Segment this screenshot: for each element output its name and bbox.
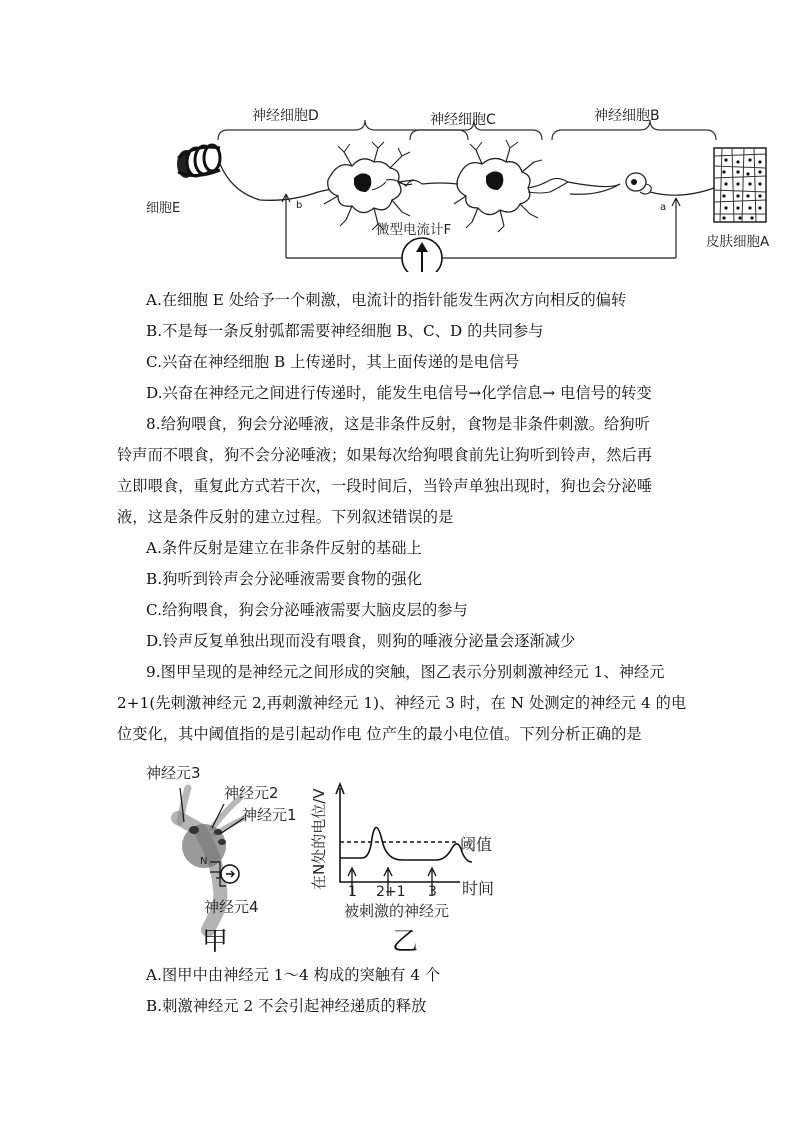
q9-stem-line: 2+1(先刺激神经元 2,再刺激神经元 1)、神经元 3 时，在 N 处测定的神经元 4 的电: [117, 694, 687, 712]
yi-xlabel: 时间: [462, 879, 495, 898]
q8-stem-line: 立即喂食，重复此方式若干次，一段时间后，当铃声单独出现时，狗也会分泌唾: [117, 477, 653, 495]
yi-tick: 2+1: [376, 884, 406, 900]
label-point-b: b: [296, 200, 303, 211]
sensory-axon: [650, 188, 714, 195]
cell-e-muscle: [177, 145, 220, 178]
label-neuron4: 神经元4: [204, 898, 259, 916]
synapse-figure: [140, 758, 520, 958]
label-neuron-b: 神经细胞B: [594, 108, 660, 124]
q7-option-a: A.在细胞 E 处给予一个刺激，电流计的指针能发生两次方向相反的偏转: [146, 291, 627, 309]
motor-axon: [220, 164, 344, 200]
q8-stem-line: 铃声而不喂食，狗不会分泌唾液；如果每次给狗喂食前先让狗听到铃声，然后再: [117, 446, 653, 464]
label-neuron2: 神经元2: [224, 784, 279, 802]
label-meter: 微型电流计F: [376, 222, 452, 238]
label-neuron3: 神经元3: [146, 764, 201, 782]
label-n: N: [200, 856, 208, 867]
label-point-a: a: [660, 202, 667, 213]
figure-jia: [146, 764, 297, 957]
q8-stem-line: 8.给狗喂食，狗会分泌唾液，这是非条件反射，食物是非条件刺激。给狗听: [146, 415, 650, 433]
label-neuron-d: 神经细胞D: [252, 108, 319, 124]
q8-stem-line: 液，这是条件反射的建立过程。下列叙述错误的是: [117, 508, 454, 526]
q9-option-a: A.图甲中由神经元 1～4 构成的突触有 4 个: [146, 966, 441, 984]
q8-option-c: C.给狗喂食，狗会分泌唾液需要大脑皮层的参与: [146, 601, 468, 619]
label-cell-e: 细胞E: [146, 201, 181, 216]
neuron-b-body: [626, 173, 651, 194]
q9-stem-line: 9.图甲呈现的是神经元之间形成的突触，图乙表示分别刺激神经元 1、神经元: [146, 663, 665, 681]
yi-axes: [340, 788, 460, 882]
yi-tick: 1: [348, 884, 357, 900]
caption-jia: 甲: [202, 927, 229, 957]
q9-stem-line: 位变化，其中阈值指的是引起动作电 位产生的最小电位值。下列分析正确的是: [117, 725, 642, 743]
yi-threshold-label: 阈值: [460, 835, 493, 854]
galvanometer-f: [402, 238, 442, 272]
yi-stim-label: 被刺激的神经元: [344, 902, 450, 920]
q7-option-c: C.兴奋在神经细胞 B 上传递时，其上面传递的是电信号: [146, 353, 520, 371]
q7-option-b: B.不是每一条反射弧都需要神经细胞 B、C、D 的共同参与: [146, 322, 544, 340]
label-neuron1: 神经元1: [242, 806, 297, 824]
q9-option-b: B.刺激神经元 2 不会引起神经递质的释放: [146, 997, 427, 1015]
skin-cells-a: [714, 148, 766, 222]
yi-ylabel: 在N处的电位/V: [310, 788, 328, 890]
figure-yi: [310, 784, 494, 957]
potential-curve: [340, 827, 472, 862]
label-neuron-c: 神经细胞C: [430, 112, 496, 128]
neuron-c-body: [454, 140, 542, 232]
q8-option-a: A.条件反射是建立在非条件反射的基础上: [146, 539, 422, 557]
q8-option-d: D.铃声反复单独出现而没有喂食，则狗的唾液分泌量会逐渐减少: [146, 632, 576, 650]
q7-option-d: D.兴奋在神经元之间进行传递时，能发生电信号→化学信息→ 电信号的转变: [146, 384, 652, 402]
label-skin-a: 皮肤细胞A: [706, 234, 770, 250]
reflex-arc-diagram: [140, 96, 794, 272]
neuron-d-body: [324, 142, 414, 230]
caption-yi: 乙: [392, 927, 419, 957]
q8-option-b: B.狗听到铃声会分泌唾液需要食物的强化: [146, 570, 423, 588]
yi-tick: 3: [428, 884, 437, 900]
